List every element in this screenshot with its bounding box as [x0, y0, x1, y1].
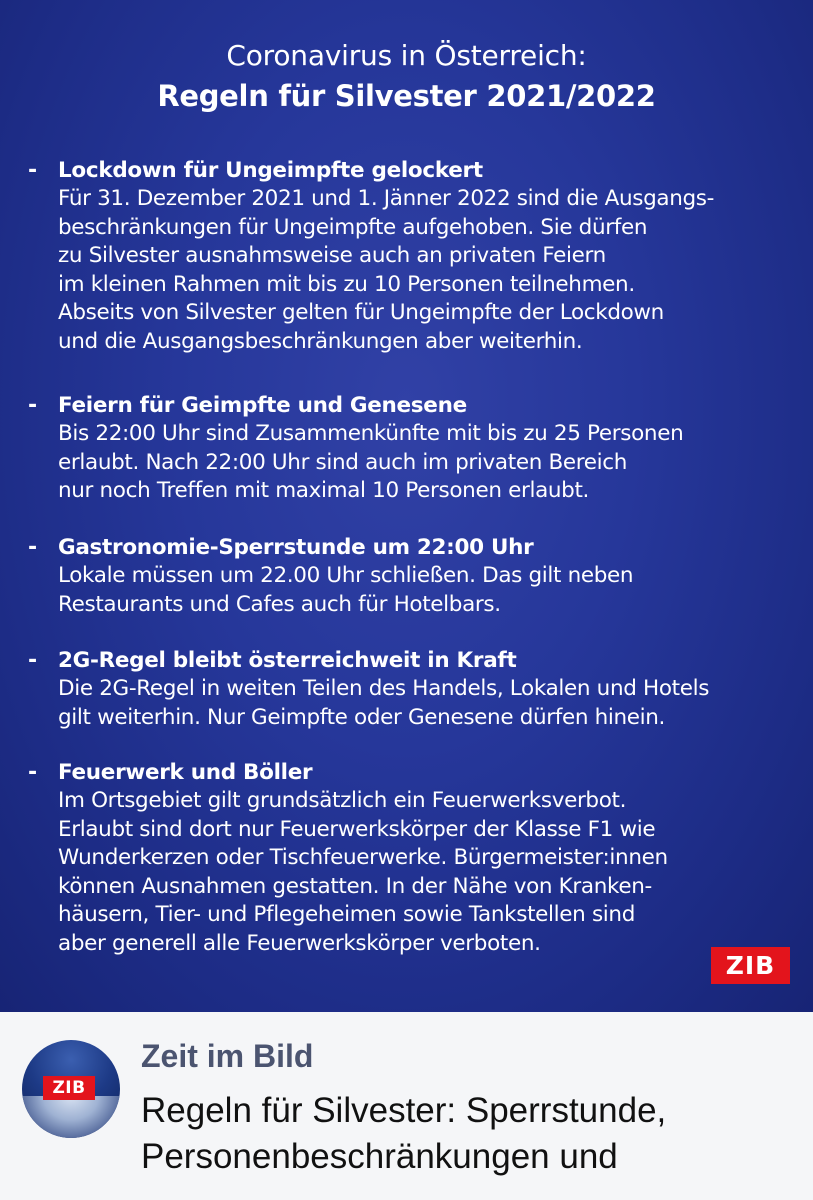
rule-lockdown-item — [28, 157, 798, 357]
bullet-dash: - — [28, 393, 38, 418]
page-name-link[interactable]: Zeit im Bild — [141, 1038, 314, 1074]
rule-title: 2G-Regel bleibt österreichweit in Kraft — [58, 648, 517, 673]
rule-title: Lockdown für Ungeimpfte gelockert — [58, 158, 483, 183]
bullet-dash: - — [28, 158, 38, 183]
page-avatar[interactable] — [22, 1040, 120, 1138]
bullet-dash: - — [28, 760, 38, 785]
post-card[interactable] — [0, 1012, 813, 1200]
rule-title: Feiern für Geimpfte und Genesene — [58, 393, 467, 418]
rule-title: Feuerwerk und Böller — [58, 760, 313, 785]
rule-2g-item — [28, 647, 798, 732]
rule-body: Bis 22:00 Uhr sind Zusammenkünfte mit bis zu 25 Personen erlaubt. Nach 22:00 Uhr sind auch im privaten Bereich nur noch Treffen mit maximal 10 Personen erlaubt. — [58, 421, 684, 504]
bullet-dash: - — [28, 648, 38, 673]
bullet-dash: - — [28, 535, 38, 560]
rule-title: Gastronomie-Sperrstunde um 22:00 Uhr — [58, 535, 534, 560]
rule-body: Im Ortsgebiet gilt grundsätzlich ein Feuerwerksverbot. Erlaubt sind dort nur Feuerwerkskörper der Klasse F1 wie Wunderkerzen oder Tischfeuerwerke. Bürgermeister:innen können Ausnahmen gestatten. In der Nähe von Kranken- häusern, Tier- und Pflegeheimen sowie Tankstellen sind aber generell alle Feuerwerkskörper verboten. — [58, 788, 668, 956]
zib-logo: ZIB — [711, 947, 790, 984]
poster-title-line2: Regeln für Silvester 2021/2022 — [157, 79, 656, 113]
poster-title-line1: Coronavirus in Österreich: — [226, 39, 587, 72]
rule-body: Für 31. Dezember 2021 und 1. Jänner 2022 sind die Ausgangs- beschränkungen für Ungeimpfte aufgehoben. Sie dürfen zu Silvester ausnahmsweise auch an privaten Feiern im kleinen Rahmen mit bis zu 10 Personen teilnehmen. Abseits von Silvester gelten für Ungeimpfte der Lockdown und die Ausgangsbeschränkungen aber weiterhin. — [58, 186, 715, 354]
post-text: Regeln für Silvester: Sperrstunde, Personenbeschränkungen und — [141, 1091, 667, 1176]
avatar-earth-image — [22, 1096, 120, 1138]
avatar-zib-logo: ZIB — [43, 1076, 95, 1100]
rule-celebration-item — [28, 392, 798, 506]
rule-fireworks-item — [28, 759, 798, 959]
rule-body: Lokale müssen um 22.00 Uhr schließen. Das gilt neben Restaurants und Cafes auch für Hotelbars. — [58, 563, 634, 617]
rule-body: Die 2G-Regel in weiten Teilen des Handels, Lokalen und Hotels gilt weiterhin. Nur Geimpfte oder Genesene dürfen hinein. — [58, 676, 710, 730]
rule-gastronomy-item — [28, 534, 798, 619]
